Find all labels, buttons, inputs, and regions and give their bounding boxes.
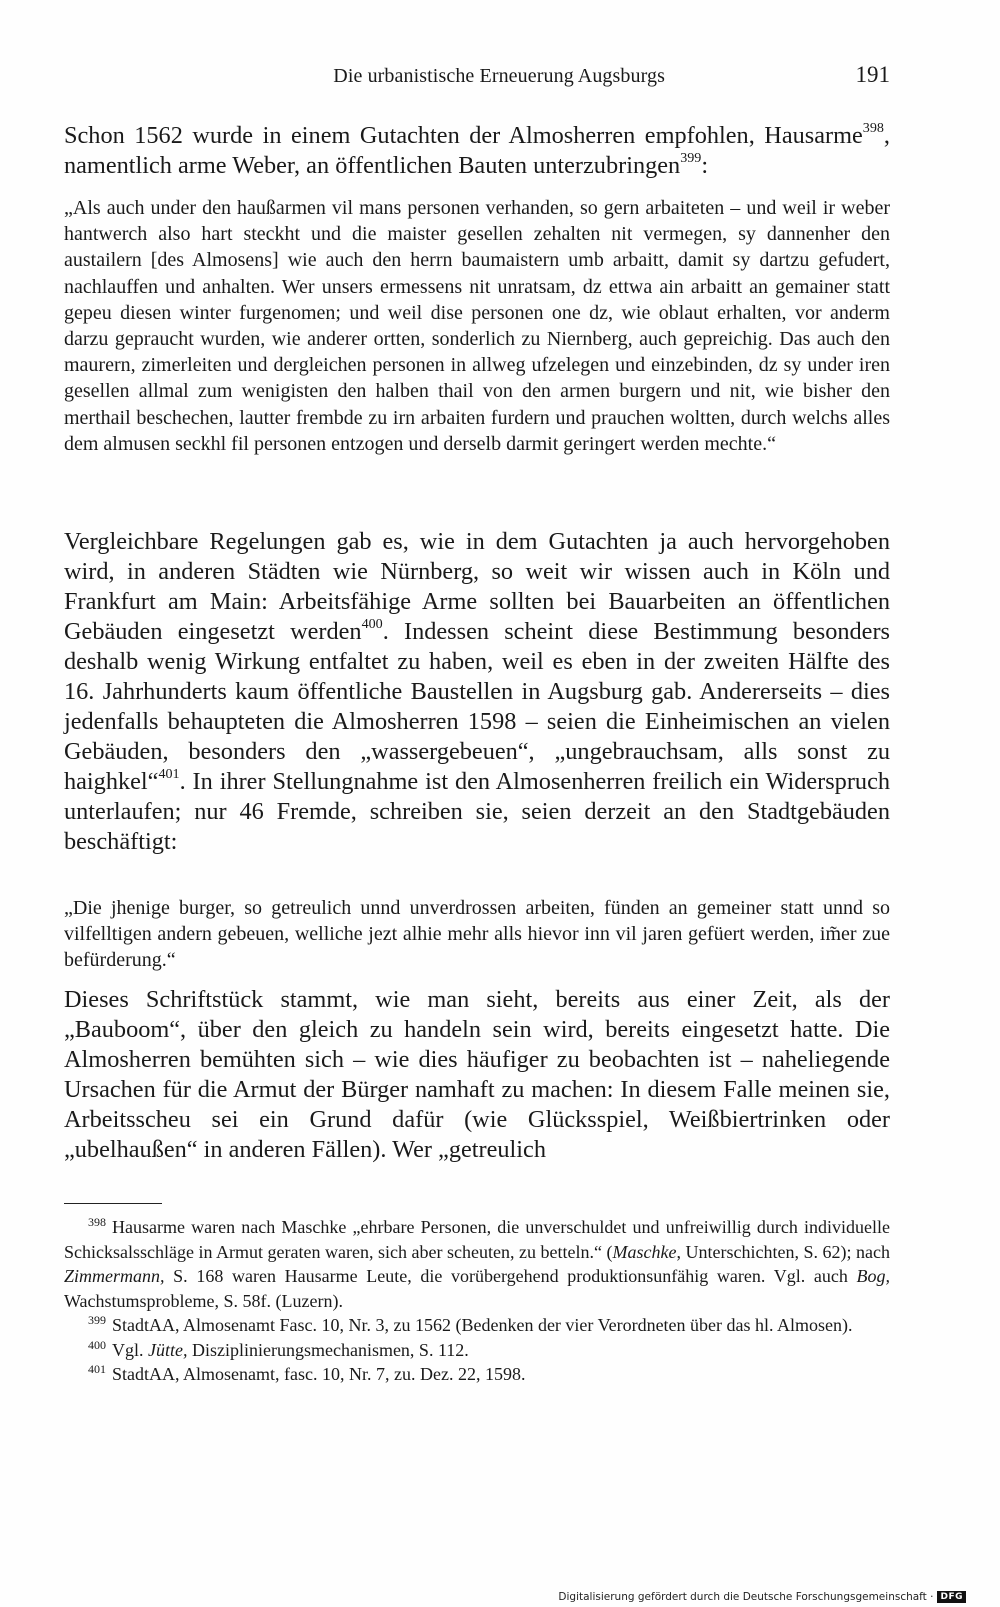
- footnote-400: $^{400}$ Vgl. Jütte, Disziplinierungsmechanismen, S. 112.: [88, 1337, 469, 1360]
- digitization-footer: [558, 1591, 966, 1603]
- footnote-separator: [64, 1203, 162, 1204]
- page-number: 191: [855, 62, 890, 87]
- footnotes: [64, 1215, 890, 1387]
- footnote-401: $^{401}$ StadtAA, Almosenamt, fasc. 10, Nr. 7, zu. Dez. 22, 1598.: [88, 1362, 526, 1384]
- running-head: [64, 62, 890, 92]
- footnote-398: $^{398}$ Hausarme waren nach Maschke „ehrbare Personen, die unverschuldet und unfreiwillig durch individuelle Schicksalsschläge in Armut geraten waren, sich aber scheuten, zu betteln.“ (Maschke, Unterschichten, S. 62); nach Zimmermann, S. 168 waren Hausarme Leute, die vorübergehend produktionsunfähig waren. Vgl. auch Bog, Wachstumsprobleme, S. 58f. (Luzern).: [64, 1215, 890, 1311]
- dfg-logo-icon: DFG: [937, 1591, 966, 1603]
- running-title: Die urbanistische Erneuerung Augsburgs: [333, 65, 665, 87]
- footnote-399: $^{399}$ StadtAA, Almosenamt Fasc. 10, Nr. 3, zu 1562 (Bedenken der vier Verordneten über das hl. Almosen).: [88, 1313, 853, 1335]
- digitization-note: Digitalisierung gefördert durch die Deutsche Forschungsgemeinschaft ·: [558, 1591, 934, 1603]
- footnote-ref-401[interactable]: 401: [158, 765, 180, 782]
- paragraph-1: Schon 1562 wurde in einem Gutachten der Almosherren empfohlen, Hausarme$^{398}$, namentlich arme Weber, an öffentlichen Bauten unterzubringen$^{399}$:: [64, 119, 890, 179]
- paragraph-3: Dieses Schriftstück stammt, wie man sieht, bereits aus einer Zeit, als der „Bauboom“, über den gleich zu handeln sein wird, bereits eingesetzt hatte. Die Almosherren bemühten sich – wie dies häufiger zu beobachten ist – naheliegende Ursachen für die Armut der Bürger namhaft zu machen: In diesem Falle meinen sie, Arbeitsscheu sei ein Grund dafür (wie Glücksspiel, Weißbiertrinken oder „ubelhaußen“ in anderen Fällen). Wer „getreulich: [64, 986, 890, 1163]
- block-quote-1: „Als auch under den haußarmen vil mans personen verhanden, so gern arbaiteten – und weil ir weber hantwerch also hart steckht und die maister gesellen zehalten nit vermegen, sy dannenher den austailern [des Almosens] wie auch den herrn baumaistern umb arbaitt, damit sy dartzu gefudert, nachlauffen und anhalten. Wer unsers ermessens nit unratsam, dz ettwa ain arbaitt an gemainer statt gepeu diesen winter furgenomen; und weil dise personen one dz, wie oblaut erhalten, vor anderm darzu gepraucht wurden, wie anderer ortten, sonderlich zu Niernberg, auch gepreichig. Das auch den maurern, zimerleiten und dergleichen personen in allweg ufzelegen und einzebinden, dz sy under iren gesellen allmal zum wenigisten den halben thail von den armen burgern und nit, wie bisher den merthail beschechen, lautter frembde zu irn arbaiten furdern und prauchen woltten, durch welchs alles dem almusen seckhl fil personen entzogen und derselb darmit geringert werden mechte.“: [64, 197, 890, 455]
- block-quote-2: „Die jhenige burger, so getreulich unnd unverdrossen arbeiten, fünden an gemeiner statt unnd so vilfelltigen andern gebeuen, welliche jezt alhie mehr alls hievor inn vil jaren gefüert werden, im̃er zue befürderung.“: [64, 897, 890, 972]
- footnote-ref-398[interactable]: 398: [862, 119, 884, 136]
- footnote-ref-400[interactable]: 400: [361, 615, 383, 632]
- footnote-ref-399[interactable]: 399: [680, 149, 702, 166]
- paragraph-2: Vergleichbare Regelungen gab es, wie in dem Gutachten ja auch hervorgehoben wird, in anderen Städten wie Nürnberg, so weit wir wissen auch in Köln und Frankfurt am Main: Arbeitsfähige Arme sollten bei Bauarbeiten an öffentlichen Gebäuden eingesetzt werden$^{400}$. Indessen scheint diese Bestimmung besonders deshalb wenig Wirkung entfaltet zu haben, weil es eben in der zweiten Hälfte des 16. Jahrhunderts kaum öffentliche Baustellen in Augsburg gab. Andererseits – dies jedenfalls behaupteten die Almosherren 1598 – seien die Einheimischen an vielen Gebäuden, besonders den „wassergebeuen“, „ungebrauchsam, alls sonst zu haighkel“$^{401}$. In ihrer Stellungnahme ist den Almosenherren freilich ein Widerspruch unterlaufen; nur 46 Fremde, schreiben sie, seien derzeit an den Stadtgebäuden beschäftigt:: [64, 528, 890, 855]
